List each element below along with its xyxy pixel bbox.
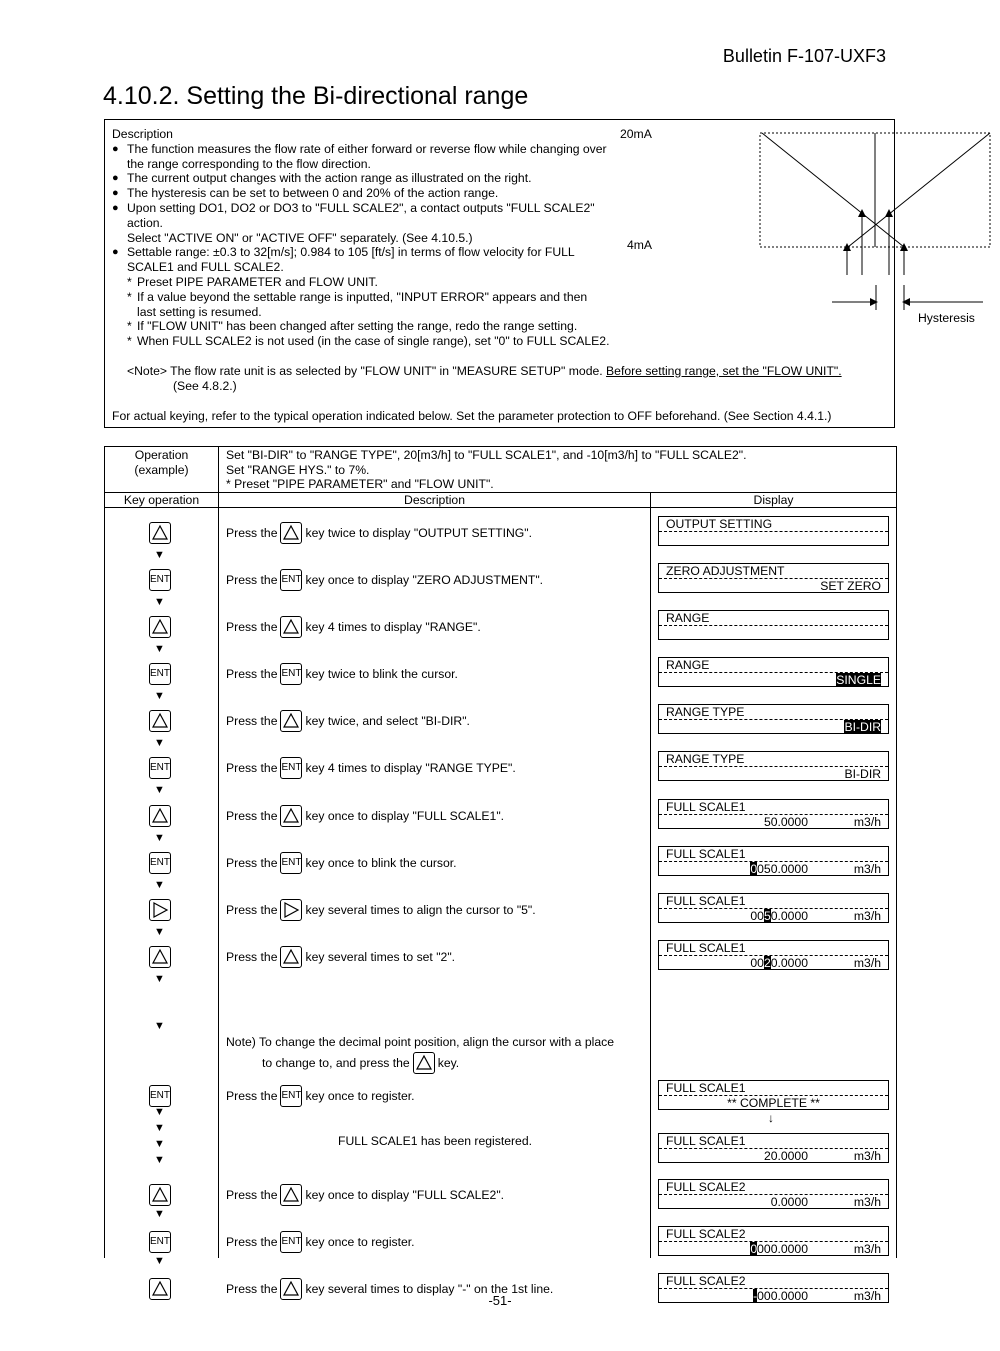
step-description: Press the ENT key once to display "ZERO ADJUSTMENT". [226,569,543,591]
bullet-item: ● Settable range: ±0.3 to 32[m/s]; 0.984 to 105 [ft/s] in terms of flow velocity for FULL SCALE1 and FULL SCALE2. [112,245,619,275]
down-arrow-icon: ▼ [154,972,165,985]
note-item: * If "FLOW UNIT" has been changed after setting the range, redo the range setting. [127,319,578,334]
key-button-up [149,616,171,638]
bullet-item: ● The function measures the flow rate of either forward or reverse flow while changing over the range corresponding to the flow direction. [112,142,619,172]
down-arrow-icon: ▼ [154,1207,165,1220]
select-line: Select "ACTIVE ON" or "ACTIVE OFF" separately. (See 4.10.5.) [127,230,473,245]
inline-key-up [280,616,302,638]
down-arrow-icon: ▼ [154,642,165,655]
lcd-display: FULL SCALE2 0.0000 m3/h [658,1179,889,1209]
inline-key-ent: ENT [280,757,302,779]
key-button-up [149,1184,171,1206]
lcd-display: ZERO ADJUSTMENT SET ZERO [658,563,889,593]
lcd-display: RANGE TYPE BI-DIR [658,704,889,734]
key-button-ent: ENT [149,569,171,591]
key-button-ent: ENT [149,757,171,779]
inline-key-up [280,1184,302,1206]
lcd-display: FULL SCALE1 50.0000 m3/h [658,799,889,829]
down-arrow-icon: ▼ [154,783,165,796]
key-button-ent: ENT [149,1085,171,1107]
lcd-display: OUTPUT SETTING [658,516,889,546]
column-header-display: Display [651,492,897,507]
step-description: Press the key several times to align the cursor to "5". [226,899,536,921]
inline-key-up [280,805,302,827]
lcd-display: FULL SCALE1 0020.0000 m3/h [658,940,889,970]
lcd-display: RANGE [658,610,889,640]
key-button-ent: ENT [149,852,171,874]
key-button-up [149,946,171,968]
note-item: * If a value beyond the settable range is inputted, "INPUT ERROR" appears and then last setting is resumed. [127,289,588,319]
inline-key-ent: ENT [280,663,302,685]
inline-key-ent: ENT [280,569,302,591]
display-column [651,507,897,1303]
bulletin-number: Bulletin F-107-UXF3 [722,46,886,66]
key-button-ent: ENT [149,1231,171,1253]
key-button-up [149,710,171,732]
action-range-diagram [615,120,975,420]
lcd-display: FULL SCALE1 0050.0000 m3/h [658,893,889,923]
step-description: Press the ENT key once to blink the cursor. [226,852,457,874]
step-description: Press the key 4 times to display "RANGE". [226,616,481,638]
step-description: Press the key twice to display "OUTPUT SETTING". [226,522,532,544]
down-arrow-icon: ▼ [154,595,165,608]
down-arrow-icon: ▼ [154,689,165,702]
unit-note: <Note> The flow rate unit is as selected by "FLOW UNIT" in "MEASURE SETUP" mode. Before setting range, set the "FLOW UNIT". [127,363,842,378]
unit-note-see: (See 4.8.2.) [173,378,237,393]
lcd-display: FULL SCALE2 0000.0000 m3/h [658,1226,889,1256]
key-button-up [149,522,171,544]
operation-line: * Preset "PIPE PARAMETER" and "FLOW UNIT". [226,477,494,491]
key-column [105,507,219,1267]
down-arrow-icon: ▼ [154,1137,165,1150]
inline-key-up [280,710,302,732]
operation-line: Set "BI-DIR" to "RANGE TYPE", 20[m3/h] to "FULL SCALE1", and -10[m3/h] to "FULL SCALE2". [226,448,747,462]
bullet-item: ● Upon setting DO1, DO2 or DO3 to "FULL SCALE2", a contact outputs "FULL SCALE2" action. [112,201,597,231]
description-footer: For actual keying, refer to the typical operation indicated below. Set the parameter protection to OFF beforehand. (See Section 4.4.1.) [112,408,832,423]
lcd-display: FULL SCALE1 20.0000 m3/h [658,1133,889,1163]
down-arrow-icon: ▼ [154,1105,165,1118]
step-description: Press the ENT key 4 times to display "RANGE TYPE". [226,757,516,779]
inline-key-ent: ENT [280,1231,302,1253]
key-button-up [149,805,171,827]
down-arrow-icon: ▼ [154,878,165,891]
description-heading: Description [112,127,173,141]
label-20ma: 20mA [620,127,652,141]
description-box [104,119,975,428]
inline-key-right [280,899,302,921]
step-description: Press the ENT key twice to blink the cursor. [226,663,458,685]
down-arrow-icon: ▼ [154,1121,165,1134]
note-item: * Preset PIPE PARAMETER and FLOW UNIT. [127,274,378,289]
decimal-note-line2: to change to, and press the key. [262,1052,459,1074]
inline-key-ent: ENT [280,1085,302,1107]
key-button-right [149,899,171,921]
key-button-ent: ENT [149,663,171,685]
operation-line: Set "RANGE HYS." to 7%. [226,462,370,477]
step-description: Press the key several times to set "2". [226,946,455,968]
page-number: -51- [488,1293,512,1308]
down-arrow-icon: ▼ [154,831,165,844]
step-description: Press the key once to display "FULL SCALE2". [226,1184,504,1206]
down-arrow-icon: ▼ [154,1019,165,1032]
lcd-display: RANGE SINGLE [658,657,889,687]
step-description: Press the key several times to display "-" on the 1st line. [226,1278,553,1300]
column-header-key: Key operation [105,492,219,507]
down-arrow-icon: ▼ [154,1254,165,1267]
note-item: * When FULL SCALE2 is not used (in the case of single range), set "0" to FULL SCALE2. [127,334,610,349]
operation-label: Operation (example) [134,448,189,477]
decimal-note: Note) To change the decimal point position, align the cursor with a place [226,1034,614,1049]
down-arrow-icon: ↓ [768,1110,774,1125]
inline-key-up [280,946,302,968]
lcd-display: FULL SCALE1 0050.0000 m3/h [658,846,889,876]
inline-key-up [413,1052,435,1074]
bullet-item: ● The hysteresis can be set to between 0 and 20% of the action range. [112,186,887,201]
column-header-description: Description [219,492,651,507]
inline-key-ent: ENT [280,852,302,874]
down-arrow-icon: ▼ [154,548,165,561]
page-title: 4.10.2. Setting the Bi-directional range [103,82,529,110]
lcd-display: RANGE TYPE BI-DIR [658,751,889,781]
step-description: Press the key twice, and select "BI-DIR". [226,710,470,732]
label-4ma: 4mA [627,238,653,252]
down-arrow-icon: ▼ [154,736,165,749]
down-arrow-icon: ▼ [154,925,165,938]
lcd-display: FULL SCALE2 -000.0000 m3/h [658,1273,889,1303]
description-column [219,507,651,1296]
inline-key-up [280,522,302,544]
step-description: Press the ENT key once to register. [226,1085,415,1107]
label-hysteresis: Hysteresis [918,311,975,325]
step-description: FULL SCALE1 has been registered. [338,1133,532,1148]
lcd-display: FULL SCALE1 ** COMPLETE ** [658,1080,889,1110]
down-arrow-icon: ▼ [154,1153,165,1166]
step-description: Press the ENT key once to register. [226,1231,415,1253]
bullet-item: ● The current output changes with the action range as illustrated on the right. [112,171,887,186]
step-description: Press the key once to display "FULL SCALE1". [226,805,504,827]
